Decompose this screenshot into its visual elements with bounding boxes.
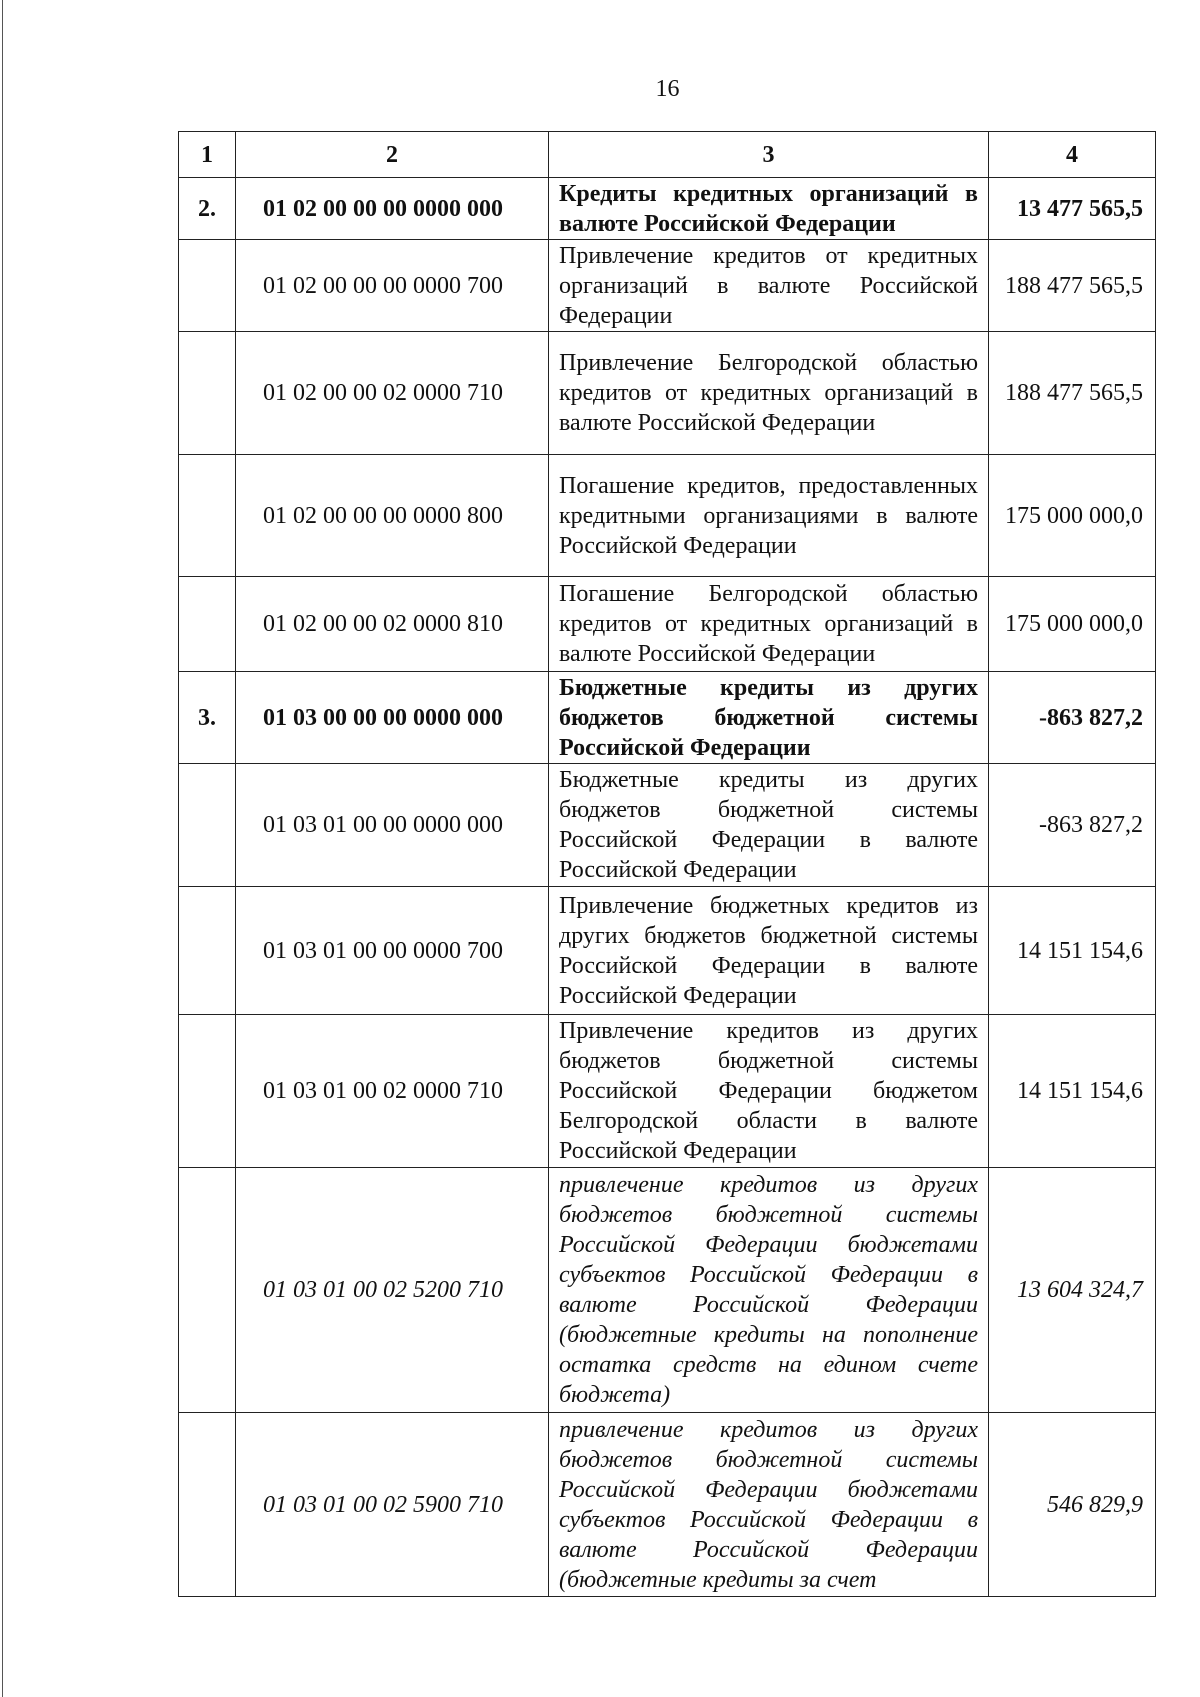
- row-name: привлечение кредитов из других бюджетов бюджетной системы Российской Федерации бюджетами субъектов Российской Федерации в валюте Российской Федерации (бюджетные кредиты на пополнение остатка средств на едином счете бюджета): [549, 1168, 989, 1413]
- row-code: 01 03 01 00 02 5200 710: [236, 1168, 549, 1413]
- row-amount: 13 477 565,5: [989, 178, 1156, 240]
- table-row: [179, 577, 1156, 672]
- row-number: [179, 455, 236, 577]
- row-name: Бюджетные кредиты из других бюджетов бюджетной системы Российской Федерации: [549, 672, 989, 764]
- header-col-3: 3: [549, 132, 989, 178]
- row-amount: 13 604 324,7: [989, 1168, 1156, 1413]
- row-number: 2.: [179, 178, 236, 240]
- row-number: [179, 240, 236, 332]
- row-name: Бюджетные кредиты из других бюджетов бюджетной системы Российской Федерации в валюте Российской Федерации: [549, 764, 989, 887]
- row-name: Привлечение бюджетных кредитов из других бюджетов бюджетной системы Российской Федерации в валюте Российской Федерации: [549, 887, 989, 1015]
- row-number: [179, 1168, 236, 1413]
- row-name: Кредиты кредитных организаций в валюте Российской Федерации: [549, 178, 989, 240]
- row-amount: 14 151 154,6: [989, 887, 1156, 1015]
- table-row: [179, 240, 1156, 332]
- row-code: 01 03 01 00 00 0000 000: [236, 764, 549, 887]
- row-name: Привлечение кредитов от кредитных организаций в валюте Российской Федерации: [549, 240, 989, 332]
- table-row: [179, 887, 1156, 1015]
- row-amount: 188 477 565,5: [989, 332, 1156, 455]
- row-code: 01 02 00 00 00 0000 800: [236, 455, 549, 577]
- table-row: [179, 672, 1156, 764]
- row-amount: -863 827,2: [989, 764, 1156, 887]
- row-code: 01 02 00 00 02 0000 810: [236, 577, 549, 672]
- row-number: [179, 1413, 236, 1597]
- row-number: [179, 887, 236, 1015]
- row-code: 01 02 00 00 02 0000 710: [236, 332, 549, 455]
- row-name: Привлечение Белгородской областью кредитов от кредитных организаций в валюте Российской Федерации: [549, 332, 989, 455]
- table-row: [179, 1168, 1156, 1413]
- page-number: 16: [655, 76, 680, 102]
- table-row: [179, 1413, 1156, 1597]
- table-row: [179, 764, 1156, 887]
- row-amount: 175 000 000,0: [989, 455, 1156, 577]
- row-number: 3.: [179, 672, 236, 764]
- header-col-1: 1: [179, 132, 236, 178]
- table-header-row: [179, 132, 1156, 178]
- row-code: 01 02 00 00 00 0000 000: [236, 178, 549, 240]
- row-code: 01 03 01 00 02 5900 710: [236, 1413, 549, 1597]
- row-amount: 175 000 000,0: [989, 577, 1156, 672]
- row-code: 01 02 00 00 00 0000 700: [236, 240, 549, 332]
- row-number: [179, 332, 236, 455]
- table-row: [179, 455, 1156, 577]
- row-amount: 188 477 565,5: [989, 240, 1156, 332]
- header-col-2: 2: [236, 132, 549, 178]
- table-row: [179, 332, 1156, 455]
- row-code: 01 03 01 00 00 0000 700: [236, 887, 549, 1015]
- row-amount: 546 829,9: [989, 1413, 1156, 1597]
- table-row: [179, 178, 1156, 240]
- row-code: 01 03 01 00 02 0000 710: [236, 1015, 549, 1168]
- row-amount: -863 827,2: [989, 672, 1156, 764]
- row-number: [179, 764, 236, 887]
- table-row: [179, 1015, 1156, 1168]
- row-code: 01 03 00 00 00 0000 000: [236, 672, 549, 764]
- row-number: [179, 577, 236, 672]
- row-name: Погашение Белгородской областью кредитов от кредитных организаций в валюте Российской Федерации: [549, 577, 989, 672]
- row-name: привлечение кредитов из других бюджетов бюджетной системы Российской Федерации бюджетами субъектов Российской Федерации в валюте Российской Федерации (бюджетные кредиты за счет: [549, 1413, 989, 1597]
- row-amount: 14 151 154,6: [989, 1015, 1156, 1168]
- row-name: Погашение кредитов, предоставленных кредитными организациями в валюте Российской Федерации: [549, 455, 989, 577]
- budget-sources-table: [178, 131, 1156, 1597]
- row-number: [179, 1015, 236, 1168]
- header-col-4: 4: [989, 132, 1156, 178]
- row-name: Привлечение кредитов из других бюджетов бюджетной системы Российской Федерации бюджетом Белгородской области в валюте Российской Федерации: [549, 1015, 989, 1168]
- page-margin-line: [2, 0, 3, 1697]
